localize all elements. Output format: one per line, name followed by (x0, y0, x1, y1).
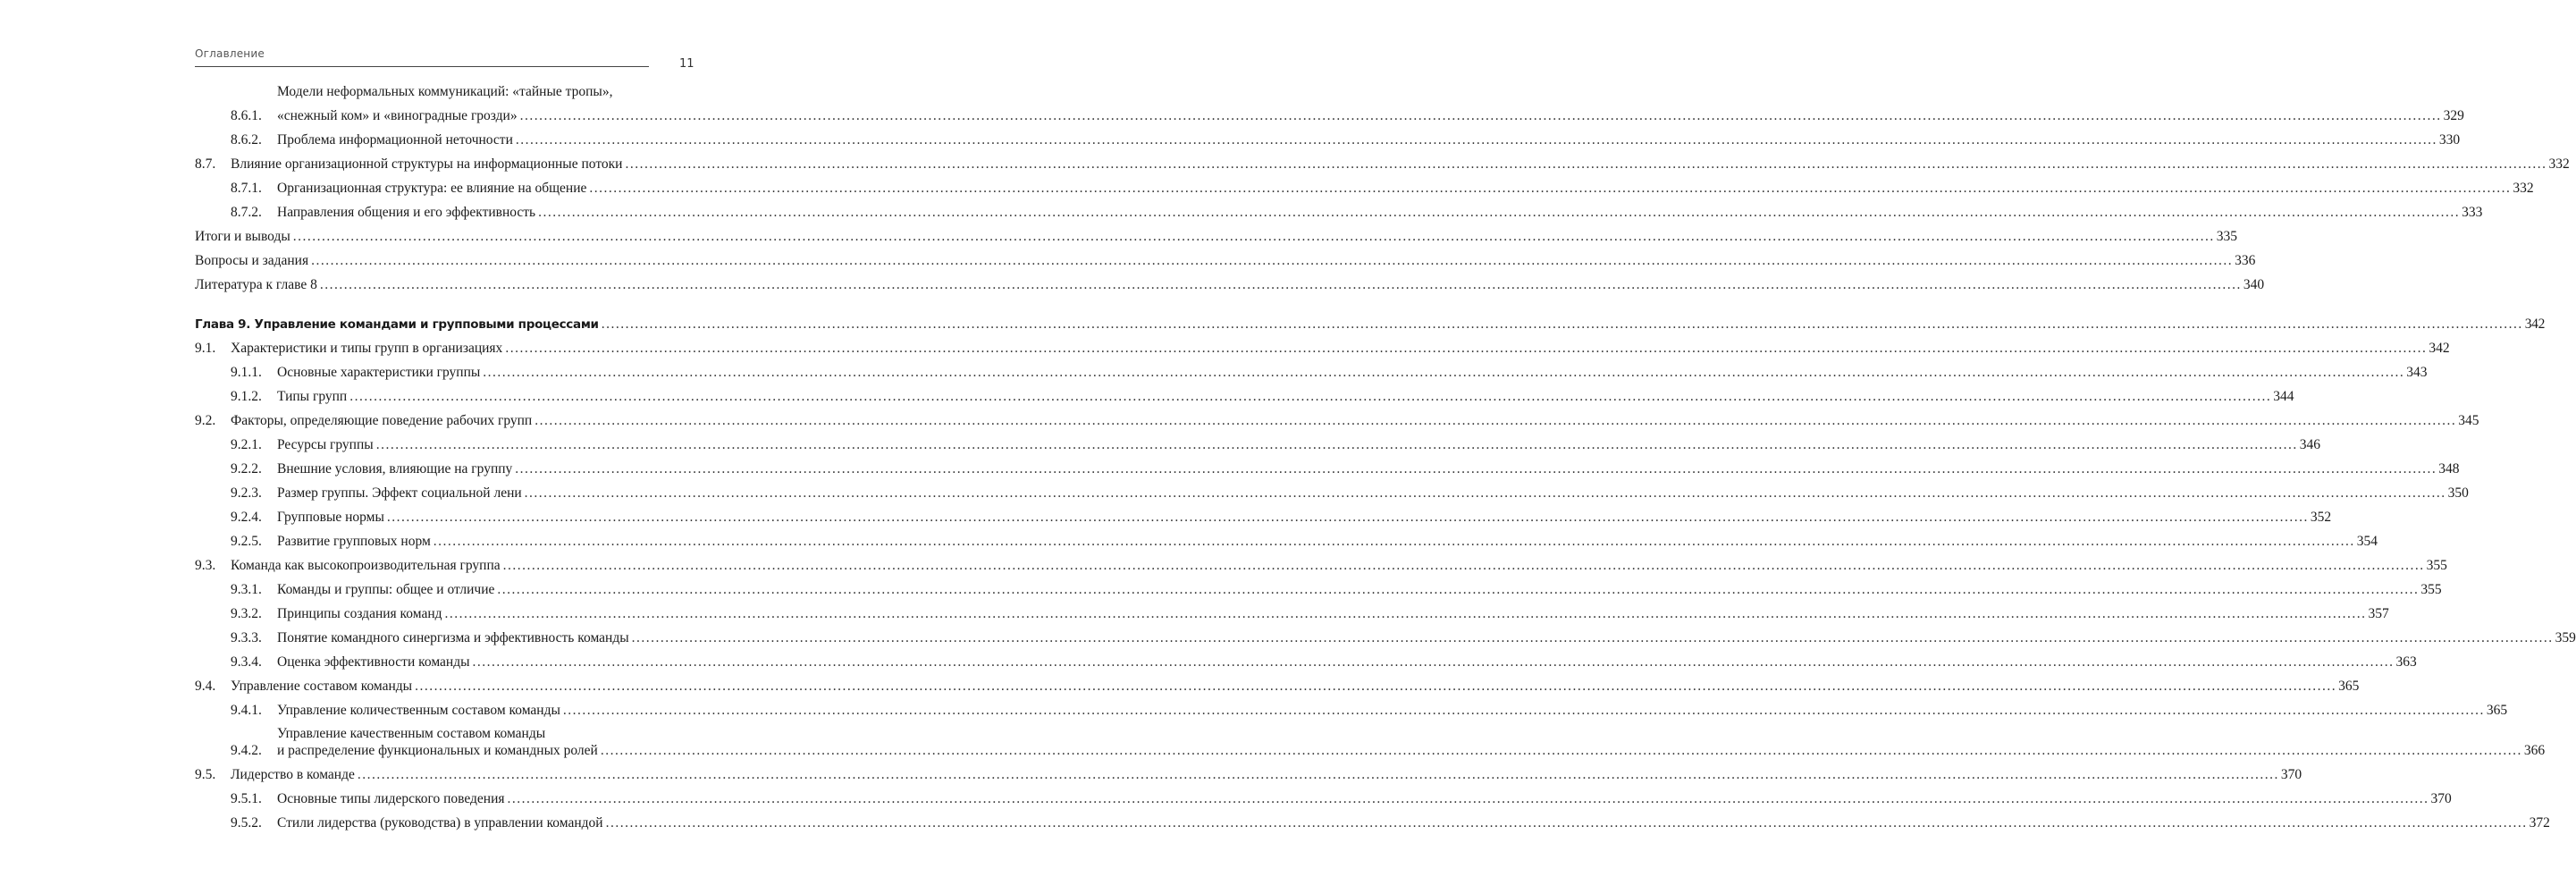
toc-entry[interactable] (195, 156, 2570, 173)
toc-entry-first-line: Модели неформальных коммуникаций: «тайные тропы», (277, 84, 613, 99)
toc-entry[interactable] (231, 790, 2452, 807)
toc-entry[interactable] (231, 460, 2460, 477)
toc-entry[interactable] (231, 814, 2550, 831)
toc-entry[interactable] (231, 485, 2469, 502)
dot-leader: ................................................................................................................................................................................................................................................................................................................................................................................................................ (515, 461, 2437, 477)
dot-leader: ................................................................................................................................................................................................................................................................................................................................................................................................................ (311, 253, 2234, 268)
toc-entry-title: Лидерство в команде (231, 767, 355, 782)
dot-leader: ................................................................................................................................................................................................................................................................................................................................................................................................................ (483, 365, 2405, 380)
toc-entry-number: 9.3. (195, 558, 216, 573)
toc-entry-number: 9.2. (195, 413, 216, 428)
toc-entry-page: 354 (2356, 534, 2378, 549)
toc-entry-number: 9.2.5. (231, 534, 262, 549)
toc-entry-title: Основные типы лидерского поведения (277, 791, 505, 806)
dot-leader: ................................................................................................................................................................................................................................................................................................................................................................................................................ (631, 630, 2554, 645)
toc-entry-number: 9.5.2. (231, 815, 262, 831)
toc-entry-page: 332 (2513, 181, 2534, 196)
header-rule (195, 66, 649, 67)
dot-leader: ................................................................................................................................................................................................................................................................................................................................................................................................................ (562, 703, 2485, 718)
dot-leader: ................................................................................................................................................................................................................................................................................................................................................................................................................ (589, 181, 2512, 196)
toc-entry[interactable] (231, 605, 2389, 622)
toc-entry[interactable] (231, 204, 2483, 221)
dot-leader: ................................................................................................................................................................................................................................................................................................................................................................................................................ (625, 156, 2547, 172)
toc-entry-title: Типы групп (277, 389, 348, 404)
toc-entry-page: 344 (2273, 389, 2294, 404)
toc-entry[interactable] (195, 228, 2238, 245)
toc-entry-number: 8.6.2. (231, 132, 262, 148)
dot-leader: ................................................................................................................................................................................................................................................................................................................................................................................................................ (415, 679, 2337, 694)
toc-entry-title: Вопросы и задания (195, 253, 309, 268)
toc-entry-page: 343 (2406, 365, 2428, 380)
toc-entry-title: Размер группы. Эффект социальной лени (277, 485, 522, 501)
toc-entry-page: 330 (2438, 132, 2461, 148)
toc-entry-number: 9.1. (195, 341, 216, 356)
toc-entry-page: 346 (2299, 437, 2320, 452)
dot-leader: ................................................................................................................................................................................................................................................................................................................................................................................................................ (319, 277, 2242, 292)
toc-entry-page: 333 (2462, 205, 2483, 220)
toc-entry-number: 9.2.2. (231, 461, 262, 477)
dot-leader: ................................................................................................................................................................................................................................................................................................................................................................................................................ (444, 606, 2367, 621)
toc-entry-page: 359 (2555, 630, 2576, 645)
dot-leader: ................................................................................................................................................................................................................................................................................................................................................................................................................ (535, 413, 2457, 428)
running-header: Оглавление (195, 47, 265, 60)
toc-entry-title: Управление количественным составом команды (277, 703, 560, 718)
toc-entry[interactable] (231, 654, 2417, 670)
toc-entry[interactable] (231, 364, 2428, 381)
toc-entry-number: 8.7. (195, 156, 216, 172)
toc-entry-number: 8.7.2. (231, 205, 262, 220)
toc-entry[interactable] (231, 509, 2332, 526)
dot-leader: ................................................................................................................................................................................................................................................................................................................................................................................................................ (515, 132, 2437, 148)
dot-leader: ................................................................................................................................................................................................................................................................................................................................................................................................................ (433, 534, 2355, 549)
toc-entry[interactable] (195, 276, 2265, 293)
toc-entry-number: 9.4.2. (231, 743, 262, 758)
toc-entry[interactable] (195, 766, 2302, 783)
toc-entry[interactable] (231, 581, 2442, 598)
toc-entry-number: 9.2.1. (231, 437, 262, 452)
toc-entry-page: 365 (2486, 703, 2508, 718)
toc-entry-title: Стили лидерства (руководства) в управлении командой (277, 815, 603, 831)
page-number: 11 (679, 57, 695, 71)
toc-entry-page: 329 (2443, 108, 2464, 123)
toc-entry-title: «снежный ком» и «виноградные грозди» (277, 108, 518, 123)
dot-leader: ................................................................................................................................................................................................................................................................................................................................................................................................................ (375, 437, 2298, 452)
toc-entry-number: 9.3.4. (231, 654, 262, 670)
toc-entry-number: 9.5. (195, 767, 216, 782)
toc-entry-page: 363 (2395, 654, 2417, 670)
toc-entry-page: 355 (2420, 582, 2442, 597)
toc-entry-title: Литература к главе 8 (195, 277, 317, 292)
dot-leader: ................................................................................................................................................................................................................................................................................................................................................................................................................ (524, 485, 2446, 501)
toc-entry-page: 370 (2430, 791, 2452, 806)
dot-leader: ................................................................................................................................................................................................................................................................................................................................................................................................................ (519, 108, 2442, 123)
toc-entry-title: Развитие групповых норм (277, 534, 431, 549)
toc-entry-number: 9.2.4. (231, 510, 262, 525)
toc-entry-page: 372 (2529, 815, 2550, 831)
toc-entry-page: 340 (2243, 277, 2265, 292)
toc-entry[interactable] (195, 252, 2256, 269)
toc-entry-title: Принципы создания команд (277, 606, 442, 621)
dot-leader: ................................................................................................................................................................................................................................................................................................................................................................................................................ (600, 743, 2522, 758)
toc-entry-title: Ресурсы группы (277, 437, 374, 452)
toc-entry-page: 365 (2338, 679, 2360, 694)
dot-leader: ................................................................................................................................................................................................................................................................................................................................................................................................................ (502, 558, 2425, 573)
dot-leader: ................................................................................................................................................................................................................................................................................................................................................................................................................ (386, 510, 2309, 525)
toc-entry-first-line: Управление качественным составом команды (277, 726, 546, 741)
toc-entry-title: Направления общения и его эффективность (277, 205, 536, 220)
toc-entry-number: 9.5.1. (231, 791, 262, 806)
toc-entry-number: 8.7.1. (231, 181, 262, 196)
toc-entry-page: 370 (2280, 767, 2302, 782)
toc-entry-title: Организационная структура: ее влияние на общение (277, 181, 587, 196)
toc-entry-title: Понятие командного синергизма и эффективность команды (277, 630, 629, 645)
toc-entry[interactable] (231, 180, 2534, 197)
toc-entry-title: Управление составом команды (231, 679, 413, 694)
toc-entry[interactable] (231, 629, 2576, 646)
dot-leader: ................................................................................................................................................................................................................................................................................................................................................................................................................ (605, 815, 2528, 831)
dot-leader: ................................................................................................................................................................................................................................................................................................................................................................................................................ (357, 767, 2279, 782)
dot-leader: ................................................................................................................................................................................................................................................................................................................................................................................................................ (349, 389, 2272, 404)
toc-entry-number: 9.3.3. (231, 630, 262, 645)
dot-leader: ................................................................................................................................................................................................................................................................................................................................................................................................................ (505, 341, 2428, 356)
toc-entry-page: 357 (2368, 606, 2389, 621)
dot-leader: ................................................................................................................................................................................................................................................................................................................................................................................................................ (292, 229, 2215, 244)
toc-entry-title: Внешние условия, влияющие на группу (277, 461, 513, 477)
toc-entry-title: Команды и группы: общее и отличие (277, 582, 495, 597)
toc-entry-number: 9.3.2. (231, 606, 262, 621)
toc-entry-title: Команда как высокопроизводительная группа (231, 558, 501, 573)
toc-entry-title: Факторы, определяющие поведение рабочих групп (231, 413, 533, 428)
toc-entry[interactable] (231, 131, 2461, 148)
toc-entry-title: Влияние организационной структуры на информационные потоки (231, 156, 623, 172)
toc-entry-number: 9.2.3. (231, 485, 262, 501)
dot-leader: ................................................................................................................................................................................................................................................................................................................................................................................................................ (507, 791, 2429, 806)
toc-entry[interactable] (231, 388, 2294, 405)
toc-entry[interactable] (195, 678, 2360, 695)
toc-entry-number: 9.4.1. (231, 703, 262, 718)
toc-entry[interactable] (231, 702, 2508, 719)
toc-entry-title: Проблема информационной неточности (277, 132, 513, 148)
toc-entry[interactable] (195, 412, 2479, 429)
toc-entry-title: Глава 9. Управление командами и групповыми процессами (195, 317, 599, 332)
toc-entry-page: 352 (2310, 510, 2332, 525)
toc-entry[interactable] (231, 436, 2320, 453)
toc-entry-page: 342 (2429, 341, 2450, 356)
toc-entry-title: Итоги и выводы (195, 229, 290, 244)
toc-entry-page: 348 (2438, 461, 2460, 477)
dot-leader: ................................................................................................................................................................................................................................................................................................................................................................................................................ (538, 205, 2461, 220)
toc-chapter-entry[interactable] (195, 316, 2546, 333)
toc-entry-number: 8.6.1. (231, 108, 262, 123)
toc-entry[interactable] (231, 107, 2464, 124)
toc-entry-title: Оценка эффективности команды (277, 654, 470, 670)
toc-entry-page: 342 (2524, 316, 2546, 332)
toc-entry-title: Основные характеристики группы (277, 365, 481, 380)
toc-entry-number: 9.4. (195, 679, 216, 694)
toc-entry-page: 336 (2235, 253, 2256, 268)
toc-entry-number: 9.1.1. (231, 365, 262, 380)
toc-entry[interactable] (195, 340, 2450, 357)
toc-entry-page: 350 (2447, 485, 2469, 501)
toc-entry-page: 355 (2426, 558, 2447, 573)
toc-entry-page: 335 (2216, 229, 2238, 244)
dot-leader: ................................................................................................................................................................................................................................................................................................................................................................................................................ (601, 316, 2523, 332)
dot-leader: ................................................................................................................................................................................................................................................................................................................................................................................................................ (472, 654, 2395, 670)
toc-entry-page: 366 (2523, 743, 2546, 758)
toc-entry-title: Характеристики и типы групп в организациях (231, 341, 503, 356)
dot-leader: ................................................................................................................................................................................................................................................................................................................................................................................................................ (497, 582, 2420, 597)
toc-entry[interactable] (195, 557, 2447, 574)
toc-entry-number: 9.1.2. (231, 389, 262, 404)
toc-entry[interactable] (231, 533, 2378, 550)
toc-entry-page: 345 (2458, 413, 2479, 428)
toc-entry-page: 332 (2548, 156, 2570, 172)
toc-entry-number: 9.3.1. (231, 582, 262, 597)
toc-entry-title: и распределение функциональных и командных ролей (277, 743, 598, 758)
toc-entry-title: Групповые нормы (277, 510, 384, 525)
toc-entry[interactable] (231, 742, 2546, 759)
